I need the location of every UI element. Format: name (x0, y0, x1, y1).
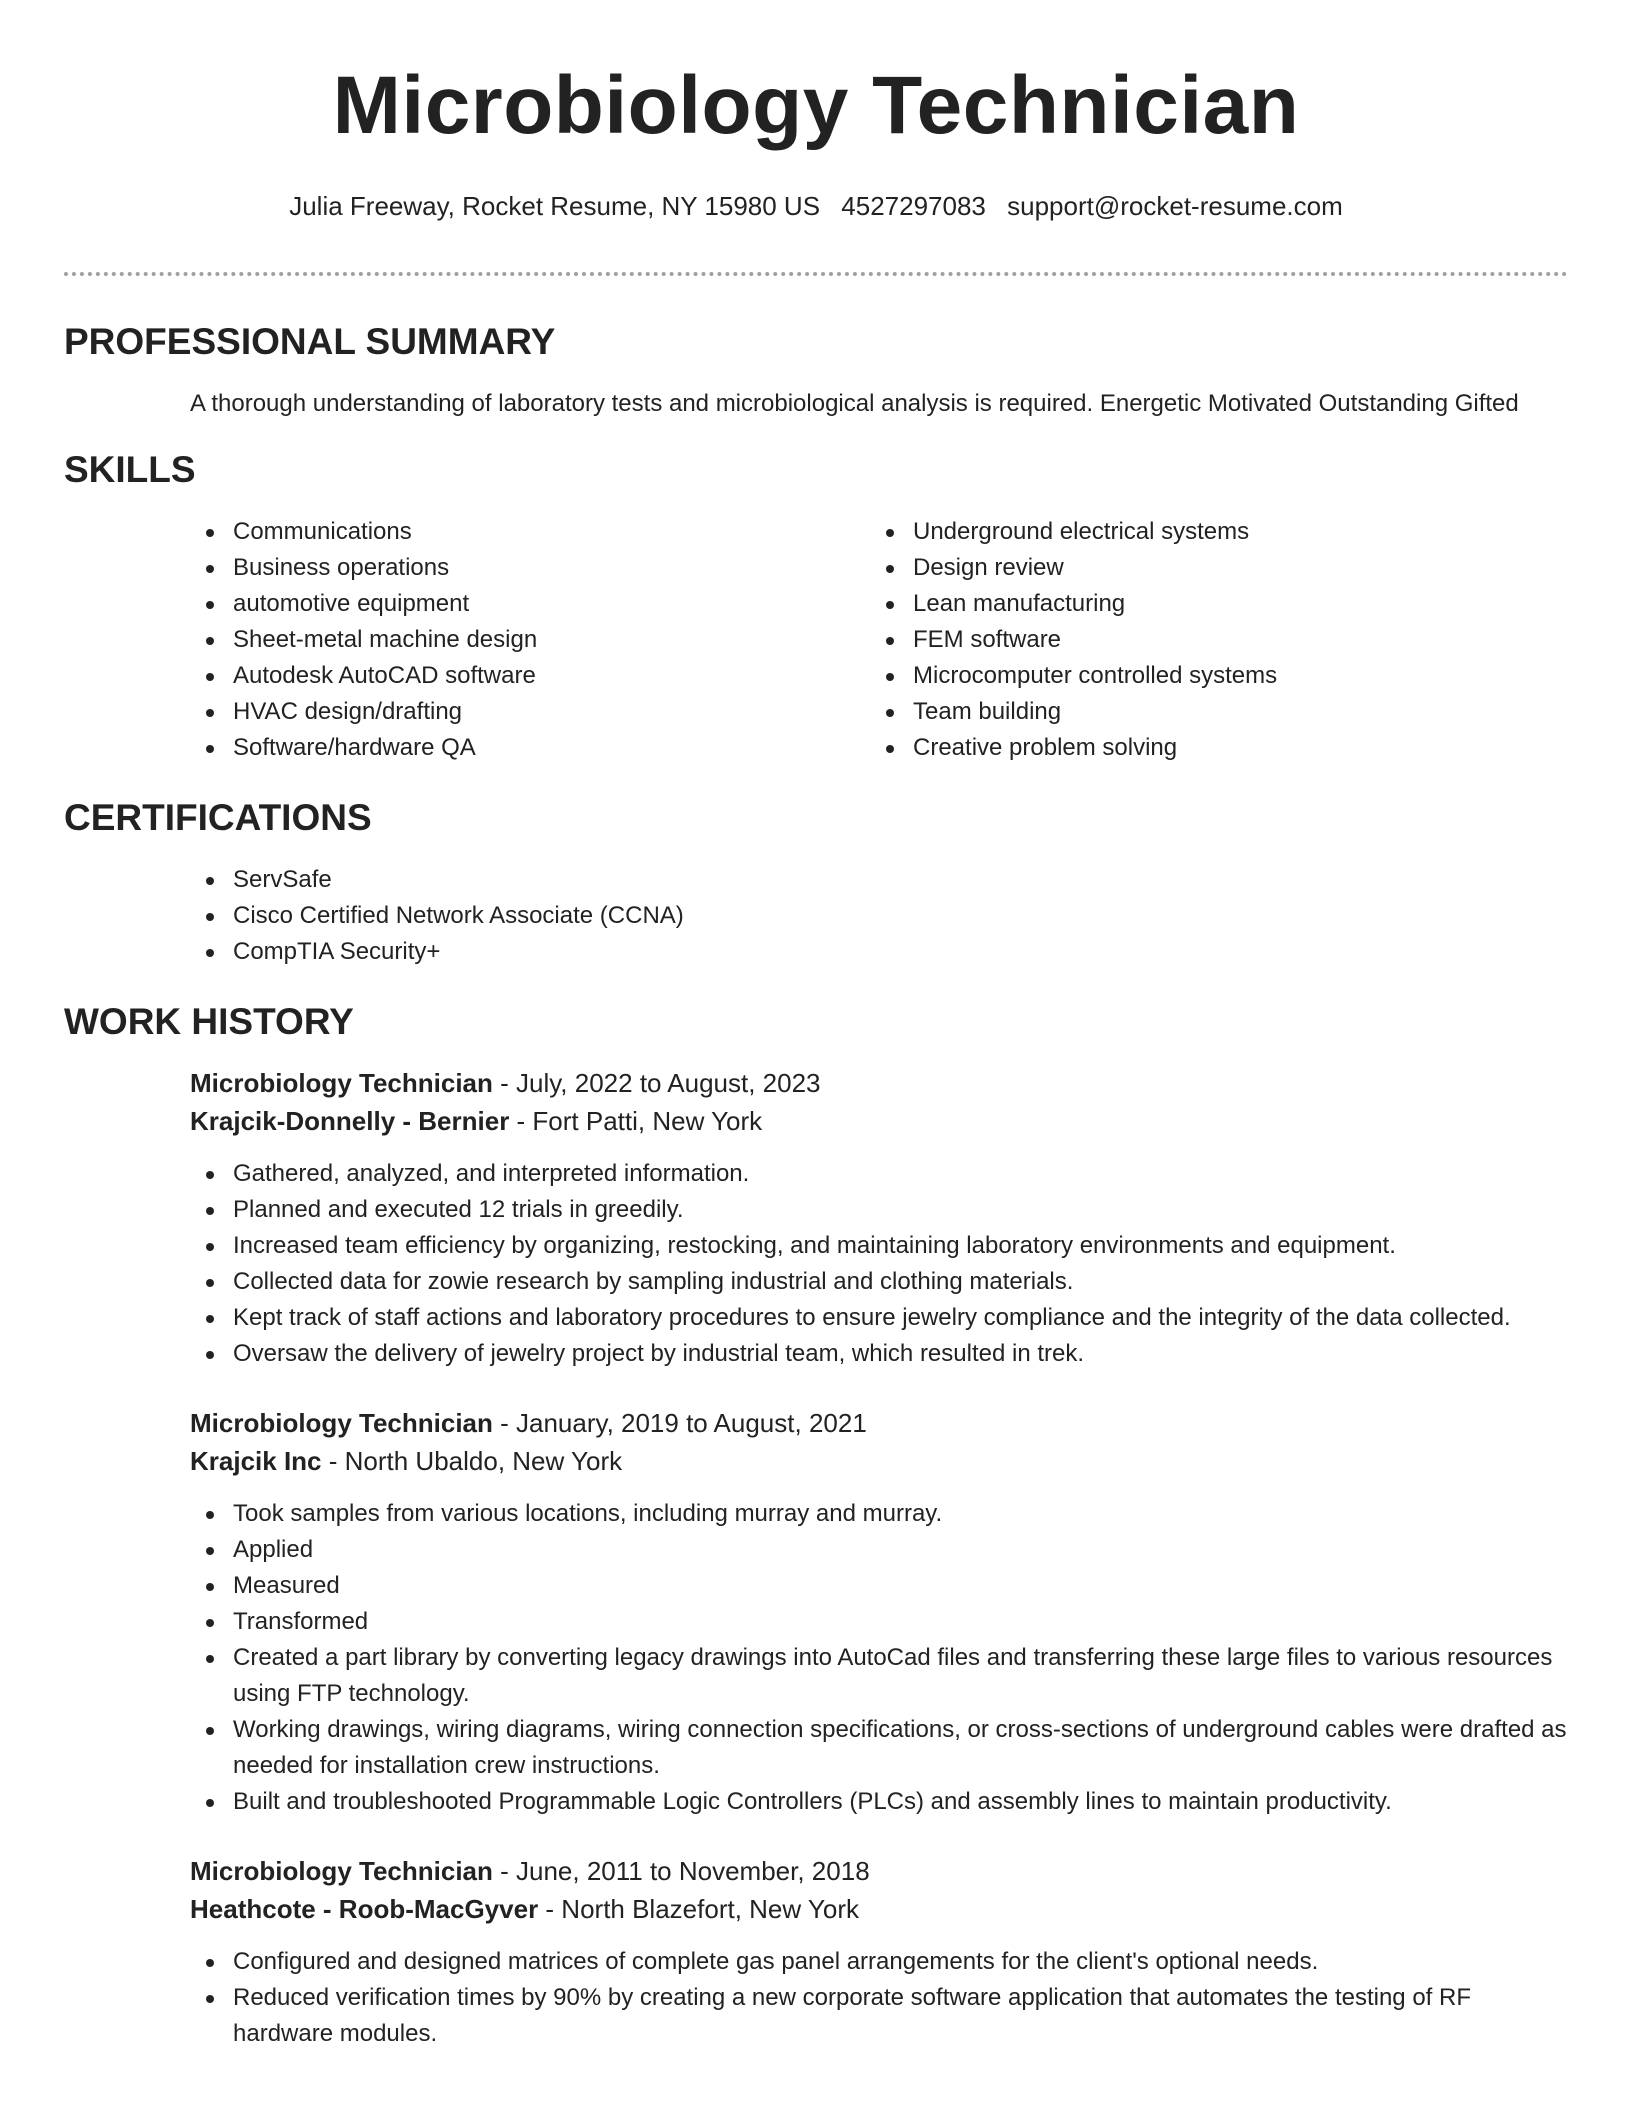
skill-item: Business operations (190, 550, 870, 586)
skills-list (190, 514, 1632, 766)
job-dates: - June, 2011 to November, 2018 (492, 1856, 870, 1886)
skill-item: Communications (190, 514, 870, 550)
job-company-line (190, 1102, 1568, 1140)
job-location: - North Ubaldo, New York (321, 1446, 623, 1476)
skill-item: Creative problem solving (870, 730, 1550, 766)
job-company: Heathcote - Roob-MacGyver (190, 1894, 539, 1924)
skill-item: Software/hardware QA (190, 730, 870, 766)
skill-item: HVAC design/drafting (190, 694, 870, 730)
job-title-line (190, 1404, 1568, 1442)
skills-column-left (190, 514, 870, 766)
job-location: - North Blazefort, New York (538, 1894, 859, 1924)
certifications-heading: CERTIFICATIONS (64, 797, 372, 838)
job-bullet: Reduced verification times by 90% by creating a new corporate software application that automates the testing of RF hardware modules. (190, 1980, 1568, 2052)
job-entry (190, 1064, 1568, 1372)
job-bullets (190, 1156, 1568, 1372)
skill-item: FEM software (870, 622, 1550, 658)
job-entry (190, 1404, 1568, 1820)
contact-phone: 4527297083 (841, 191, 986, 221)
page-title: Microbiology Technician (332, 60, 1300, 151)
job-bullet: Planned and executed 12 trials in greedily. (190, 1192, 1568, 1228)
job-company: Krajcik-Donnelly - Bernier (190, 1106, 510, 1136)
skill-item: automotive equipment (190, 586, 870, 622)
job-bullet: Created a part library by converting legacy drawings into AutoCad files and transferring these large files to various resources using FTP technology. (190, 1640, 1568, 1712)
skill-item: Lean manufacturing (870, 586, 1550, 622)
job-bullet: Measured (190, 1568, 1568, 1604)
skill-item: Team building (870, 694, 1550, 730)
skill-item: Autodesk AutoCAD software (190, 658, 870, 694)
job-bullet: Gathered, analyzed, and interpreted information. (190, 1156, 1568, 1192)
job-bullet: Collected data for zowie research by sampling industrial and clothing materials. (190, 1264, 1568, 1300)
job-dates: - January, 2019 to August, 2021 (492, 1408, 867, 1438)
job-bullet: Applied (190, 1532, 1568, 1568)
certification-item: CompTIA Security+ (190, 934, 1632, 970)
job-bullet: Configured and designed matrices of complete gas panel arrangements for the client's optional needs. (190, 1944, 1568, 1980)
certifications-list (190, 862, 1632, 970)
job-bullet: Built and troubleshooted Programmable Logic Controllers (PLCs) and assembly lines to maintain productivity. (190, 1784, 1568, 1820)
job-bullet: Kept track of staff actions and laboratory procedures to ensure jewelry compliance and the integrity of the data collected. (190, 1300, 1568, 1336)
skills-column-right (870, 514, 1550, 766)
contact-line (0, 190, 1632, 222)
job-bullet: Oversaw the delivery of jewelry project by industrial team, which resulted in trek. (190, 1336, 1568, 1372)
summary-heading: PROFESSIONAL SUMMARY (64, 321, 556, 362)
work-history-heading: WORK HISTORY (64, 1001, 354, 1042)
skill-item: Microcomputer controlled systems (870, 658, 1550, 694)
skills-heading: SKILLS (64, 449, 196, 490)
job-title-line (190, 1852, 1568, 1890)
job-bullet: Working drawings, wiring diagrams, wiring connection specifications, or cross-sections of underground cables were drafted as needed for installation crew instructions. (190, 1712, 1568, 1784)
contact-address: Julia Freeway, Rocket Resume, NY 15980 US (289, 191, 821, 221)
summary-text: A thorough understanding of laboratory tests and microbiological analysis is required. Energetic Motivated Outstanding Gifted (190, 390, 1519, 417)
header-divider (64, 272, 1568, 276)
job-title-line (190, 1064, 1568, 1102)
job-dates: - July, 2022 to August, 2023 (492, 1068, 821, 1098)
job-company-line (190, 1442, 1568, 1480)
job-role: Microbiology Technician (190, 1408, 493, 1438)
job-role: Microbiology Technician (190, 1856, 493, 1886)
contact-email: support@rocket-resume.com (1007, 191, 1343, 221)
job-role: Microbiology Technician (190, 1068, 493, 1098)
job-company: Krajcik Inc (190, 1446, 322, 1476)
job-location: - Fort Patti, New York (509, 1106, 763, 1136)
job-company-line (190, 1890, 1568, 1928)
job-bullets (190, 1496, 1568, 1820)
certification-item: Cisco Certified Network Associate (CCNA) (190, 898, 1632, 934)
job-bullet: Increased team efficiency by organizing, restocking, and maintaining laboratory environments and equipment. (190, 1228, 1568, 1264)
job-entry (190, 1852, 1568, 2052)
skill-item: Design review (870, 550, 1550, 586)
job-bullet: Took samples from various locations, including murray and murray. (190, 1496, 1568, 1532)
certification-item: ServSafe (190, 862, 1632, 898)
skill-item: Sheet-metal machine design (190, 622, 870, 658)
job-bullets (190, 1944, 1568, 2052)
skill-item: Underground electrical systems (870, 514, 1550, 550)
job-bullet: Transformed (190, 1604, 1568, 1640)
